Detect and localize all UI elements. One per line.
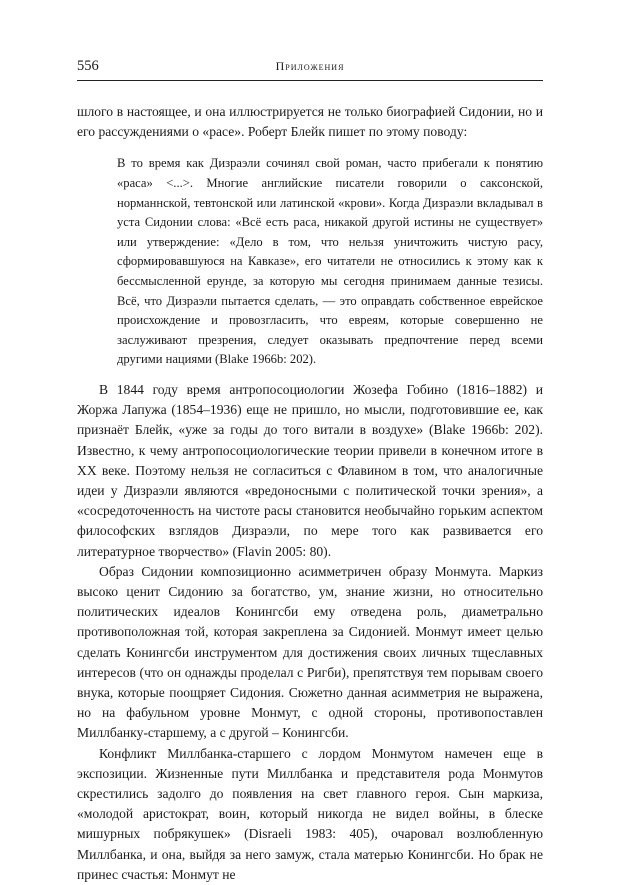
block-quote: В то время как Дизраэли сочинял свой роман, часто прибегали к понятию «раса» <...>. Многие английские писатели говорили о саксонской, норманнской, тевтонской или латинской «крови». Когда Дизраэли вкладывал в уста Сидонии слова: «Всё есть раса, никакой другой истины не существует» или утверждение: «Дело в том, что нельзя уничтожить чистую расу, сформировавшуюся на Кавказе», его читатели не относились к этому как к бессмысленной ерунде, за которую мы сегодня принимаем данные тезисы. Всё, что Дизраэли пытается сделать, — это оправдать собственное еврейское происхождение и провозгласить, что евреям, которые совершенно не заслуживают презрения, следует оказывать предпочтение перед всеми другими нациями (Blake 1966b: 202).	[117, 156, 543, 367]
paragraph-gobineau: В 1844 году время антропосоциологии Жозефа Гобино (1816–1882) и Жоржа Лапужа (1854–1936) еще не пришло, но мысли, подготовившие ее, как признаёт Блейк, «уже за годы до того витали в воздухе» (Blake 1966b: 202). Известно, к чему антропосоциологические теории привели в конечном итоге в XX веке. Поэтому нельзя не согласиться с Флавином в том, что аналогичные идеи у Дизраэли являются «вредоносными с политической точки зрения», а «сосредоточенность на чистоте расы становится необычайно горьким аспектом философских взглядов Дизраэли, по мере того как развивается его литературное творчество» (Flavin 2005: 80).	[77, 381, 543, 559]
running-head: Приложения	[275, 59, 345, 73]
page-header	[77, 58, 543, 78]
paragraph-sidonia-monmouth: Образ Сидонии композиционно асимметричен образу Монмута. Маркиз высоко ценит Сидонию за богатство, ум, знание жизни, но относительно политических идеалов Конингсби ему отведена роль, диаметрально противоположная той, которая закреплена за Сидонией. Монмут имеет целью сделать Конингсби инструментом для достижения своих личных тщеславных интересов (что он однажды проделал с Ригби), препятствуя тем порывам своего внука, которые поощряет Сидония. Сюжетно данная асимметрия не выражена, но на фабульном уровне Монмут, с одной стороны, противопоставлен Миллбанку-старшему, а с другой – Конингсби.	[77, 563, 543, 741]
header-rule	[77, 80, 543, 81]
paragraph-millbank-conflict: Конфликт Миллбанка-старшего с лордом Монмутом намечен еще в экспозиции. Жизненные пути Миллбанка и представителя рода Монмутов скрестились задолго до появления на свет главного героя. Сын маркиза, «молодой аристократ, воин, который никогда не видел войны, в блеске мишурных побрякушек» (Disraeli 1983: 405), очаровал возлюбленную Миллбанка, и она, выйдя за него замуж, стала матерью Конингсби. Но брак не принес счастья: Монмут не	[77, 745, 543, 882]
page-number: 556	[77, 58, 99, 74]
paragraph-continued: шлого в настоящее, и она иллюстрируется не только биографией Сидонии, но и его рассуждениями о «расе». Роберт Блейк пишет по этому поводу:	[77, 104, 543, 140]
main-text	[77, 102, 543, 885]
